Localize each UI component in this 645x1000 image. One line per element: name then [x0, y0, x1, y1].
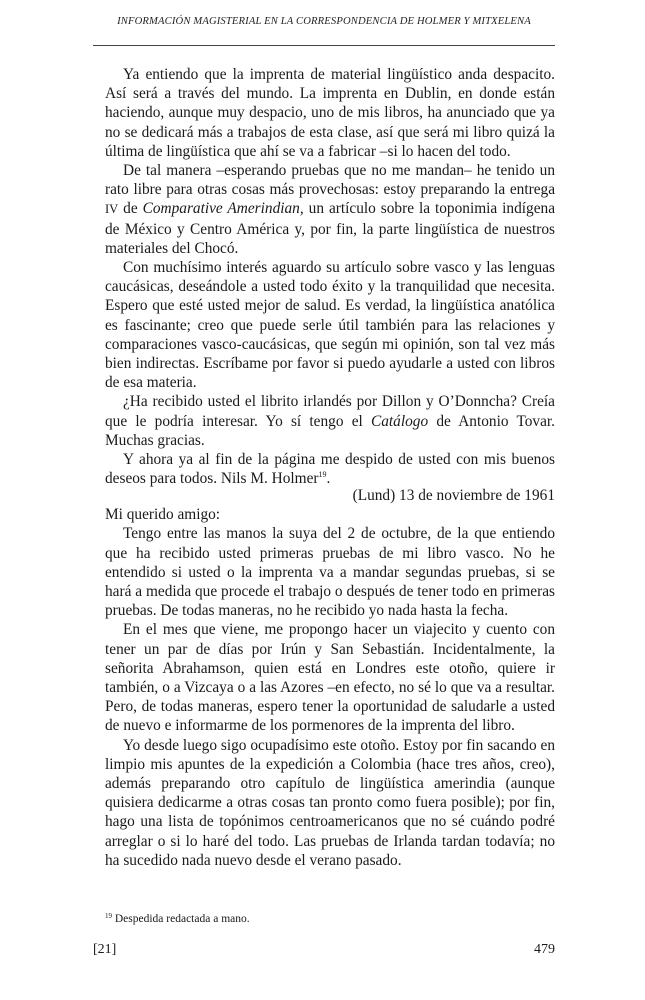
page-number: 479 [534, 942, 555, 957]
paragraph: Tengo entre las manos la suya del 2 de octubre, de la que entiendo que ha recibido usted primeras pruebas de mi libro vasco. No he entendido si usted o la imprenta va a mandar segundas pruebas, si se hará a medida que procede el trabajo o después de tener todo en primeras pruebas. De todas maneras, no he recibido yo nada hasta la fecha. [105, 525, 555, 620]
footnote-text: Despedida redactada a mano. [112, 913, 250, 925]
paragraph: Yo desde luego sigo ocupadísimo este otoño. Estoy por fin sacando en limpio mis apuntes de la expedición a Colombia (hace tres años, creo), además preparando otro capítulo de lingüística amerindia (aunque quisiera dedicarme a otras cosas tan pronto como fuera posible); por fin, hago una lista de topónimos centroamericanos que no sé cuándo podré arreglar o si lo haré del todo. Las pruebas de Irlanda tardan todavía; no ha sucedido nada nuevo desde el verano pasado. [105, 736, 555, 869]
text-run: un artículo sobre la toponimia indígena de México y Centro América y, por fin, la parte lingüística de nuestros materiales del Chocó. [105, 200, 556, 257]
text-run: Y ahora ya al fin de la página me despido de usted con mis buenos deseos para todos. Nils M. Holmer [105, 451, 555, 488]
paragraph: Y ahora ya al fin de la página me despido de usted con mis buenos deseos para todos. Nils M. Holmer$^{19}$. [105, 451, 555, 488]
paragraph: Con muchísimo interés aguardo su artículo sobre vasco y las lenguas caucásicas, deseándole a usted todo éxito y la tranquilidad que necesita. Espero que esté usted mejor de salud. Es verdad, la lingüística anatólica es fascinante; creo que puede serle útil también para las relaciones y comparaciones vasco-caucásicas, que según mi opinión, son tal vez más bien indirectas. Escríbame por favor si puedo ayudarle a usted con libros de esa materia. [105, 259, 555, 392]
letter-dateline: (Lund) 13 de noviembre de 1961 [352, 487, 555, 504]
letter-body [105, 486, 555, 870]
salutation: Mi querido amigo: [105, 506, 221, 524]
text-run: de Antonio Tovar. Muchas gracias. [105, 412, 555, 449]
text-run: de [118, 200, 143, 218]
italic-title: Comparative Amerindian, [142, 200, 304, 218]
italic-title: Catálogo [371, 412, 429, 430]
page-ref-left: [21] [93, 942, 117, 957]
roman-numeral: IV [105, 202, 119, 217]
paragraph: Ya entiendo que la imprenta de material lingüístico anda despacito. Así será a través del mundo. La imprenta en Dublin, en donde están haciendo, aunque muy despacio, uno de mis libros, ha anunciado que ya no se dedicará más a trabajos de esta clase, así que será mi libro quizá la última de lingüística que ahí se va a fabricar –si lo hacen del todo. [105, 66, 555, 160]
paragraph: En el mes que viene, me propongo hacer un viajecito y cuento con tener un par de días por Irún y San Sebastián. Incidentalmente, la señorita Abrahamson, quien está en Londres este otoño, quiere ir también, o a Vizcaya o a las Azores –en efecto, no sé lo que va a resultar. Pero, de todas maneras, espero tener la oportunidad de saludarle a usted de nuevo e informarme de los pormenores de la imprenta del libro. [105, 621, 555, 735]
text-run: ¿Ha recibido usted el librito irlandés por Dillon y O’Donncha? Creía que le podría interesar. Yo sí tengo el [105, 393, 555, 430]
paragraph [105, 161, 555, 258]
footnote-ref: 19 [318, 470, 327, 480]
paragraph [105, 392, 555, 450]
header-rule [93, 45, 555, 46]
letter-continuation [105, 65, 555, 488]
running-head: INFORMACIÓN MAGISTERIAL EN LA CORRESPONDENCIA DE HOLMER Y MITXELENA [117, 16, 531, 27]
footnote [105, 912, 250, 926]
footnote-number: 19 [105, 912, 112, 920]
text-run: De tal manera –esperando pruebas que no me mandan– he tenido un rato libre para otras cosas más provechosas: estoy preparando la entrega [105, 162, 555, 199]
